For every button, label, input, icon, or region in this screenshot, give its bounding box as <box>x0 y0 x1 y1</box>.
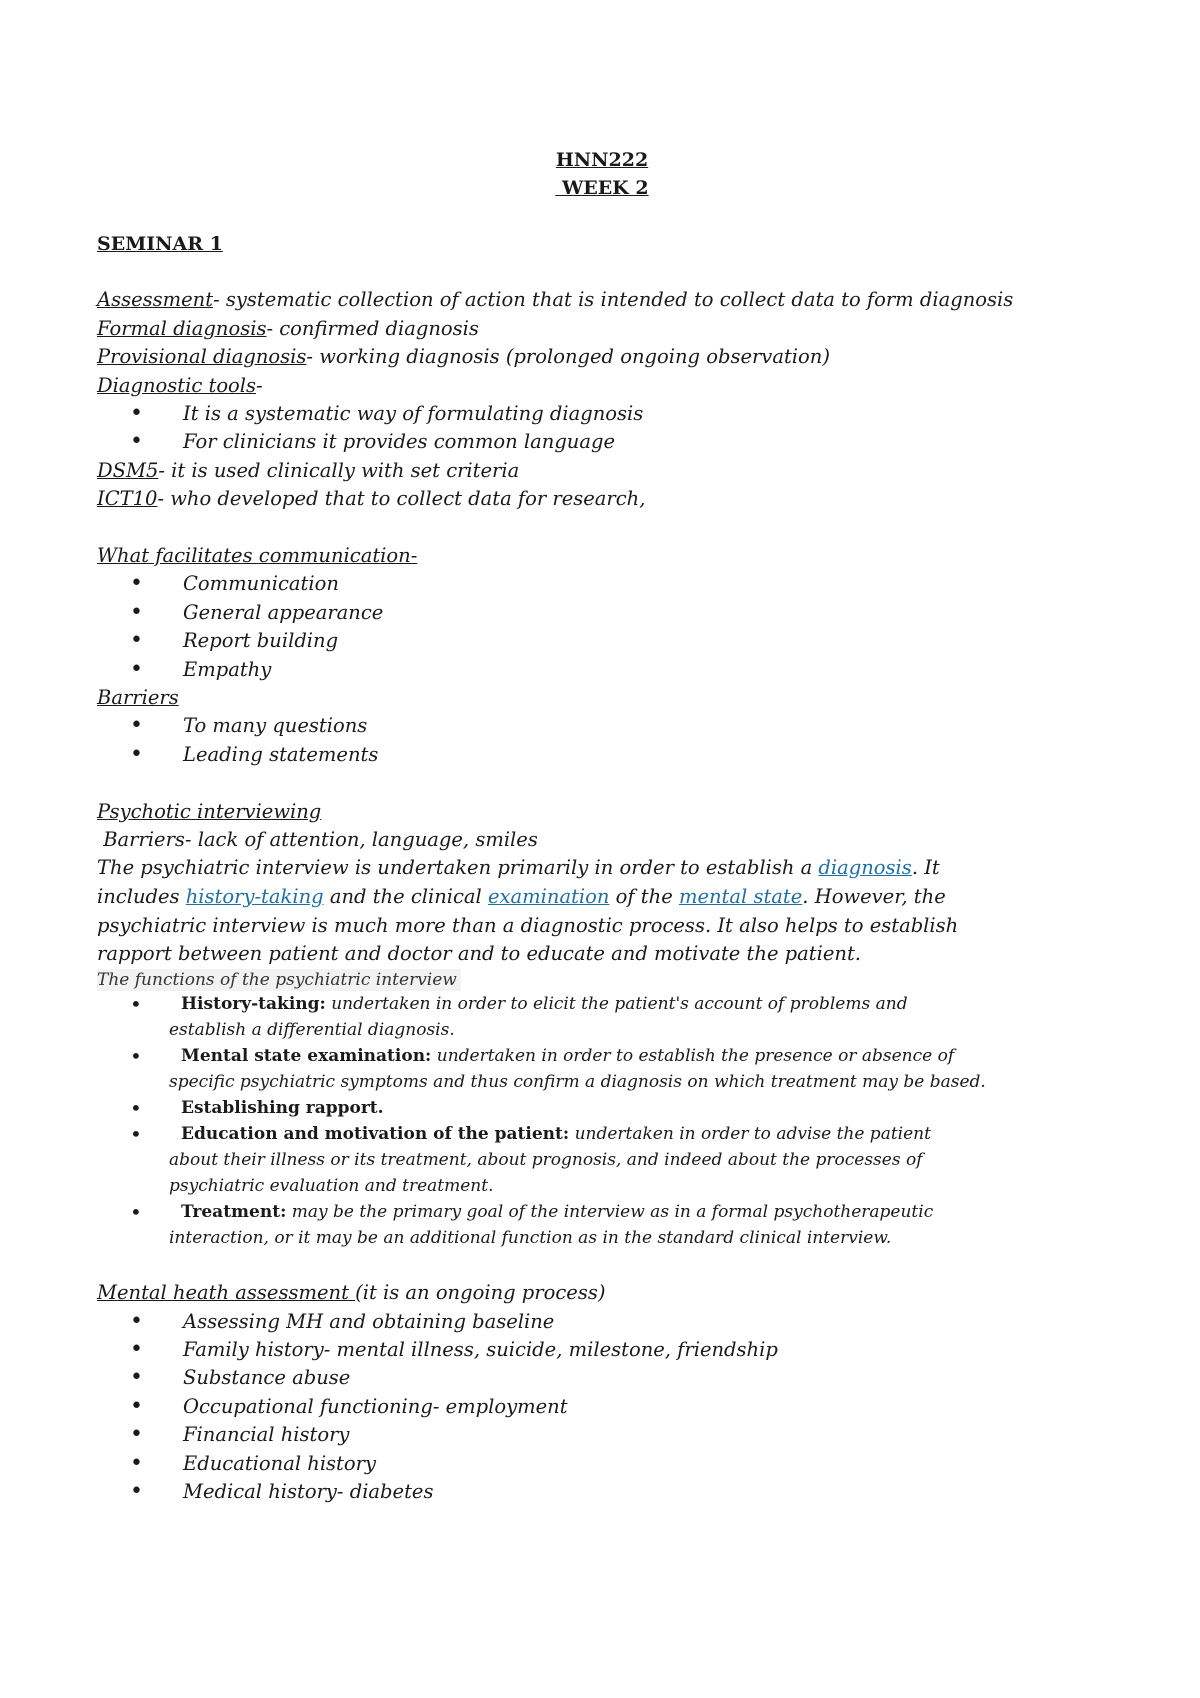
course-code: HNN222 <box>555 149 649 171</box>
mental-state-link[interactable]: mental state <box>678 885 803 909</box>
definition-formal-diagnosis: Formal diagnosis- confirmed diagnosis <box>97 316 479 340</box>
list-item: • Occupational functioning- employment <box>97 1393 1107 1421</box>
barriers-list <box>97 712 1107 769</box>
diagnostic-tools-list <box>97 400 1107 457</box>
functions-list <box>97 991 1107 1251</box>
definition-diagnostic-tools: Diagnostic tools- <box>97 373 263 397</box>
list-item: • Educational history <box>97 1450 1107 1478</box>
list-item: • History-taking: undertaken in order to elicit the patient's account of problems and establish a differential diagnosis. <box>97 991 1019 1043</box>
interviewing-heading: Psychotic interviewing <box>97 799 322 823</box>
list-item: • Education and motivation of the patient: undertaken in order to advise the patient about their illness or its treatment, about prognosis, and indeed about the processes of psychiatric evaluation and treatment. <box>97 1121 1019 1199</box>
list-item: • Communication <box>97 570 1107 598</box>
communication-list <box>97 570 1107 684</box>
definition-assessment: Assessment- systematic collection of action that is intended to collect data to form diagnosis <box>97 288 1014 312</box>
list-item: • Empathy <box>97 656 1107 684</box>
list-item: • Family history- mental illness, suicide, milestone, friendship <box>97 1336 1107 1364</box>
seminar-heading: SEMINAR 1 <box>97 233 223 255</box>
week-title: WEEK 2 <box>555 177 649 199</box>
history-taking-link[interactable]: history-taking <box>185 885 324 909</box>
interviewing-barriers: Barriers- lack of attention, language, smiles <box>97 828 538 852</box>
list-item: • General appearance <box>97 599 1107 627</box>
list-item: • Mental state examination: undertaken in order to establish the presence or absence of specific psychiatric symptoms and thus confirm a diagnosis on which treatment may be based. <box>97 1043 1019 1095</box>
list-item: • Medical history- diabetes <box>97 1478 1107 1506</box>
list-item: • Establishing rapport. <box>97 1095 1019 1121</box>
examination-link[interactable]: examination <box>488 885 610 909</box>
barriers-heading: Barriers <box>97 686 179 710</box>
document-page <box>97 146 1107 1507</box>
list-item: • Substance abuse <box>97 1364 1107 1392</box>
functions-caption: The functions of the psychiatric interview <box>97 969 461 991</box>
diagnosis-link[interactable]: diagnosis <box>818 856 912 880</box>
list-item: • It is a systematic way of formulating diagnosis <box>97 400 1107 428</box>
definition-dsm5: DSM5- it is used clinically with set criteria <box>97 458 520 482</box>
definition-provisional-diagnosis: Provisional diagnosis- working diagnosis (prolonged ongoing observation) <box>97 345 830 369</box>
list-item: • For clinicians it provides common language <box>97 428 1107 456</box>
communication-heading: What facilitates communication- <box>97 544 418 568</box>
list-item: • Financial history <box>97 1421 1107 1449</box>
interview-paragraph: The psychiatric interview is undertaken primarily in order to establish a diagnosis. It includes history-taking and the clinical examination of the mental state. However, the psychiatric interview is much more than a diagnostic process. It also helps to establish rapport between patient and doctor and to educate and motivate the patient. <box>97 856 959 966</box>
list-item: • Treatment: may be the primary goal of the interview as in a formal psychotherapeutic interaction, or it may be an additional function as in the standard clinical interview. <box>97 1199 1019 1251</box>
list-item: • Assessing MH and obtaining baseline <box>97 1308 1107 1336</box>
list-item: • Leading statements <box>97 741 1107 769</box>
definition-ict10: ICT10- who developed that to collect data for research, <box>97 487 646 511</box>
list-item: • Report building <box>97 627 1107 655</box>
mh-assessment-list <box>97 1308 1107 1507</box>
mh-assessment-heading: Mental heath assessment (it is an ongoing process) <box>97 1281 606 1305</box>
list-item: • To many questions <box>97 712 1107 740</box>
